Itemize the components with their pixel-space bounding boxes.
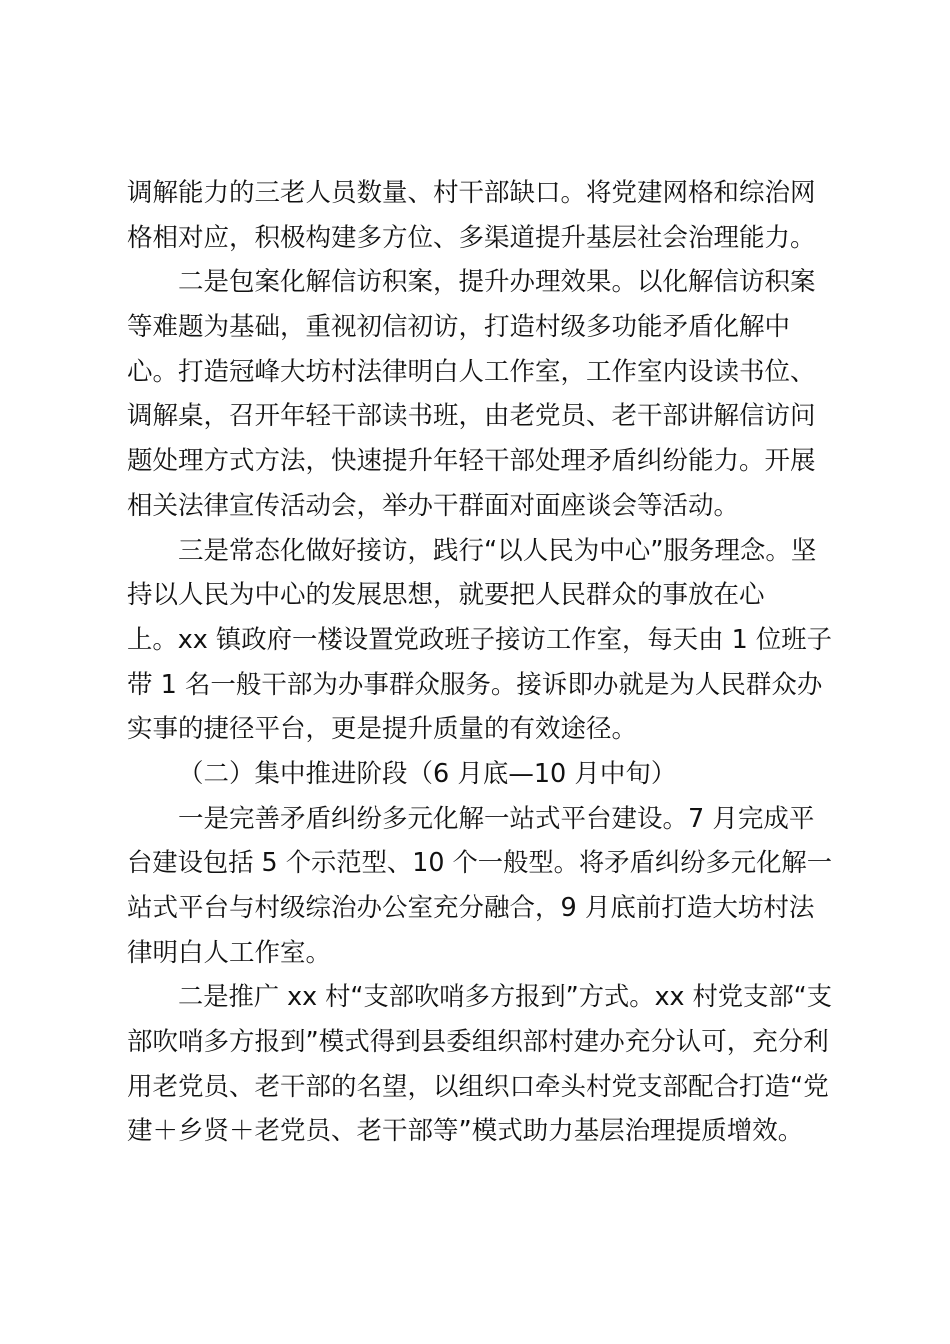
text-line: 格相对应，积极构建多方位、多渠道提升基层社会治理能力。 bbox=[127, 222, 816, 253]
text-line: 台建设包括 5 个示范型、10 个一般型。将矛盾纠纷多元化解一 bbox=[127, 848, 833, 879]
text-line: 心。打造冠峰大坊村法律明白人工作室，工作室内设读书位、 bbox=[127, 356, 816, 387]
text-line: 用老党员、老干部的名望，以组织口牵头村党支部配合打造“党 bbox=[127, 1071, 829, 1102]
text-line: 实事的捷径平台，更是提升质量的有效途径。 bbox=[127, 714, 638, 745]
text-line: 相关法律宣传活动会，举办干群面对面座谈会等活动。 bbox=[127, 490, 740, 521]
text-line: 律明白人工作室。 bbox=[127, 937, 332, 968]
text-line: 部吹哨多方报到”模式得到县委组织部村建办充分认可，充分利 bbox=[127, 1027, 829, 1058]
text-line: 二是包案化解信访积案，提升办理效果。以化解信访积案 bbox=[178, 267, 816, 298]
document-body bbox=[127, 171, 832, 1154]
text-line: 持以人民为中心的发展思想，就要把人民群众的事放在心 bbox=[127, 580, 765, 611]
text-line: 站式平台与村级综治办公室充分融合，9 月底前打造大坊村法 bbox=[127, 893, 815, 923]
text-line: 等难题为基础，重视初信初访，打造村级多功能矛盾化解中 bbox=[127, 312, 791, 343]
text-line: 调解桌，召开年轻干部读书班，由老党员、老干部讲解信访问 bbox=[127, 401, 816, 432]
text-line: 调解能力的三老人员数量、村干部缺口。将党建网格和综治网 bbox=[127, 178, 816, 208]
section-heading: （二）集中推进阶段（6 月底—10 月中旬） bbox=[178, 758, 677, 789]
text-line: 二是推广 xx 村“支部吹哨多方报到”方式。xx 村党支部“支 bbox=[178, 982, 833, 1013]
text-line: 一是完善矛盾纠纷多元化解一站式平台建设。7 月完成平 bbox=[178, 803, 815, 834]
text-line: 三是常态化做好接访，践行“以人民为中心”服务理念。坚 bbox=[178, 535, 817, 566]
text-line: 上。xx 镇政府一楼设置党政班子接访工作室，每天由 1 位班子 bbox=[127, 624, 832, 655]
text-line: 带 1 名一般干部为办事群众服务。接诉即办就是为人民群众办 bbox=[127, 669, 823, 700]
text-line: 题处理方式方法，快速提升年轻干部处理矛盾纠纷能力。开展 bbox=[127, 446, 816, 477]
text-line: 建＋乡贤＋老党员、老干部等”模式助力基层治理提质增效。 bbox=[127, 1116, 804, 1147]
